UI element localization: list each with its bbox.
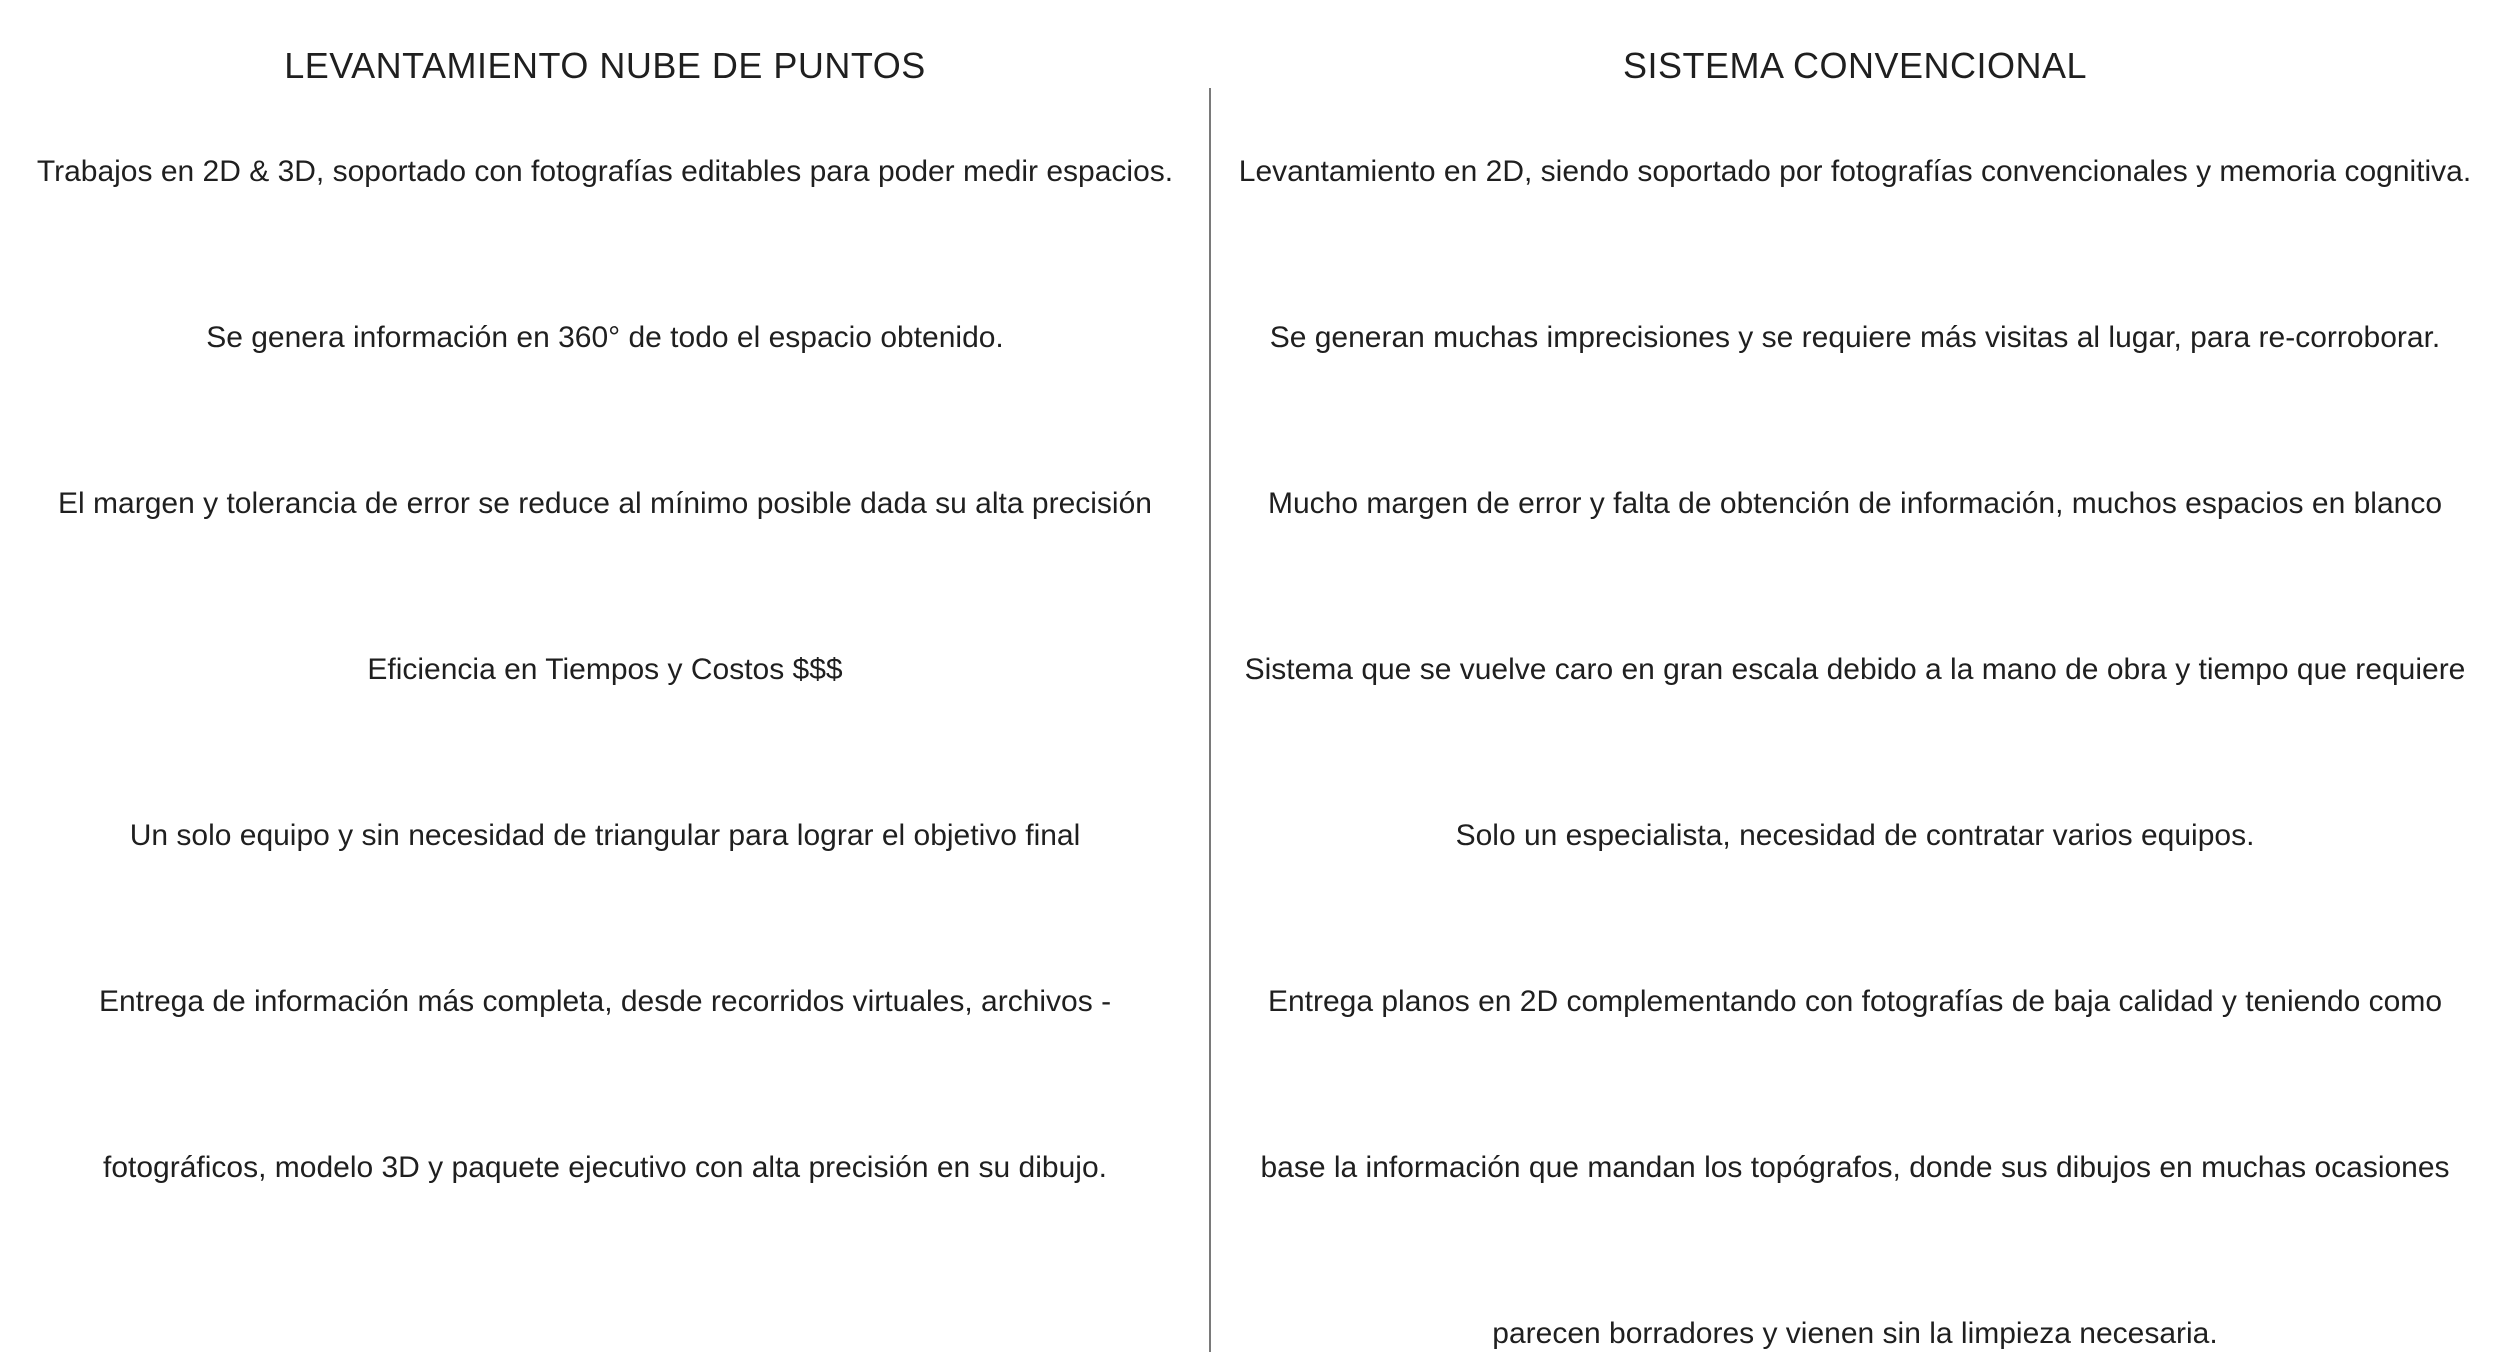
point-cloud-line: Se genera información en 360° de todo el espacio obtenido. [206, 321, 1004, 354]
point-cloud-line: Eficiencia en Tiempos y Costos $$$ [367, 653, 843, 686]
point-cloud-line: Trabajos en 2D & 3D, soportado con fotografías editables para poder medir espacios. [36, 155, 1174, 188]
point-cloud-line: El margen y tolerancia de error se reduce al mínimo posible dada su alta precisión [58, 487, 1152, 520]
conventional-column [1210, 0, 2500, 1365]
conventional-line: Entrega planos en 2D complementando con fotografías de baja calidad y teniendo como [1267, 985, 2443, 1018]
conventional-line: Se generan muchas imprecisiones y se requiere más visitas al lugar, para re-corroborar. [1269, 321, 2441, 354]
conventional-line: Solo un especialista, necesidad de contratar varios equipos. [1455, 819, 2255, 852]
point-cloud-heading: LEVANTAMIENTO NUBE DE PUNTOS [284, 45, 926, 86]
conventional-line: Levantamiento en 2D, siendo soportado por fotografías convencionales y memoria cognitiva. [1238, 155, 2472, 188]
conventional-line: Mucho margen de error y falta de obtención de información, muchos espacios en blanco [1268, 487, 2442, 520]
conventional-line: parecen borradores y vienen sin la limpieza necesaria. [1492, 1317, 2218, 1350]
conventional-line: Sistema que se vuelve caro en gran escala debido a la mano de obra y tiempo que requiere [1244, 653, 2466, 686]
point-cloud-column [0, 0, 1210, 1365]
conventional-heading: SISTEMA CONVENCIONAL [1622, 45, 2088, 86]
point-cloud-line: Un solo equipo y sin necesidad de triangular para lograr el objetivo final [129, 819, 1081, 852]
conventional-line: base la información que mandan los topógrafos, donde sus dibujos en muchas ocasiones [1260, 1151, 2450, 1184]
point-cloud-line: fotográficos, modelo 3D y paquete ejecutivo con alta precisión en su dibujo. [103, 1151, 1107, 1184]
point-cloud-line: Entrega de información más completa, desde recorridos virtuales, archivos - [98, 985, 1112, 1018]
